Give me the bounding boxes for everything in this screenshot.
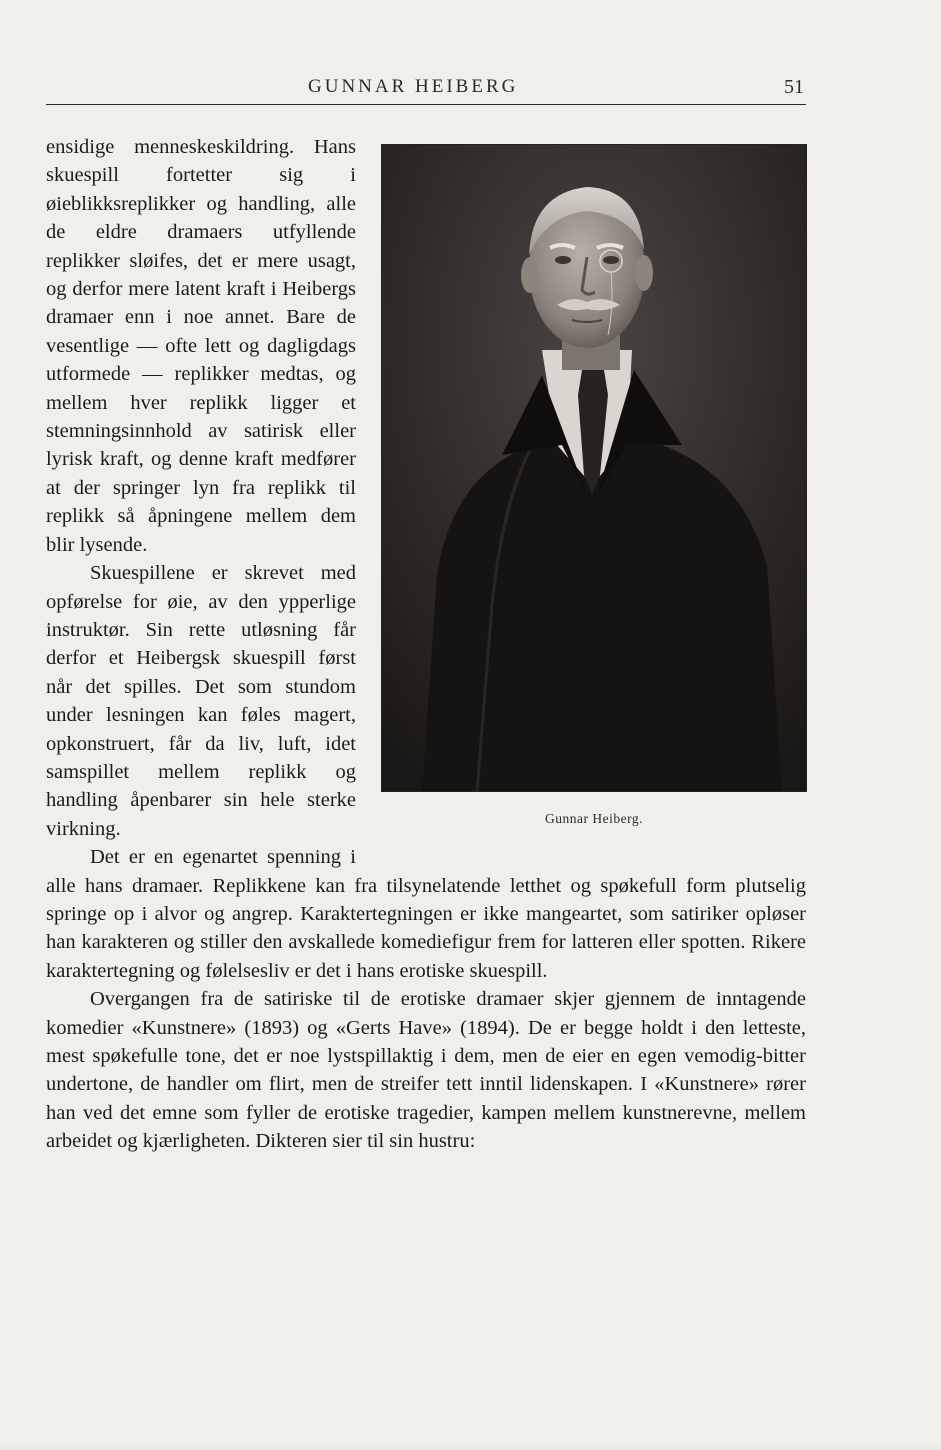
paragraph-4: Overgangen fra de satiriske til de erotiske dramaer skjer gjennem de inntagende komedier «Kunstnere» (1893) og «Gerts Have» (1894). De er begge holdt i den letteste, mest spøkefulle tone, det er noe lystspillaktig i dem, men de eier en egen vemodig-bitter undertone, de handler om flirt, men de streifer tett inntil lidenskapen. I «Kunstnere» rører han ved det emne som fyller de erotiske tragedier, kampen mellem kunstnerevne, mellem arbeidet og kjærligheten. Dikteren sier til sin hustru:: [46, 988, 806, 1153]
portrait-photo: [382, 145, 806, 791]
figure-caption: Gunnar Heiberg.: [545, 811, 643, 826]
page-edge-shade: [0, 1444, 941, 1450]
portrait-figure: [382, 145, 806, 849]
paragraph-3: Det er en egenartet spenning i alle hans dramaer. Replikkene kan fra tilsynelatende letthet og spøkefull form plutselig springe op i alvor og angrep. Karaktertegningen er ikke mangeartet, som satiriker opløser han karakteren og stiller den avskallede komediefigur frem for latteren eller spotten. Rikere karaktertegning og følelsesliv er det i hans erotiske skuespill.: [46, 846, 806, 982]
paragraph-2: Skuespillene er skrevet med opførelse for øie, av den ypperlige instruktør. Sin rette utløsning får derfor et Heibergsk skuespill først når det spilles. Det som stundom under lesningen kan føles magert, opkonstruert, får da liv, luft, idet samspillet mellem replikk og handling åpenbarer sin hele sterke virkning.: [46, 562, 356, 840]
paragraph-1: ensidige menneskeskildring. Hans skuespill fortetter sig i øieblikksreplikker og handling, alle de eldre dramaers utfyllende replikker sløifes, det er mere usagt, og derfor mere latent kraft i Heibergs dramaer enn i noe annet. Bare de vesentlige — ofte lett og dagligdags utformede — replikker medtas, og mellem hver replikk ligger et stemningsinnhold av satirisk eller lyrisk kraft, og denne kraft medfører at der springer lyn fra replikk til replikk så åpningene mellem dem blir lysende.: [46, 136, 356, 556]
running-title: GUNNAR HEIBERG: [308, 76, 519, 97]
running-header: [46, 76, 806, 105]
page-number: 51: [784, 76, 804, 98]
body-text: [46, 133, 806, 1156]
portrait-illustration: [382, 145, 806, 791]
